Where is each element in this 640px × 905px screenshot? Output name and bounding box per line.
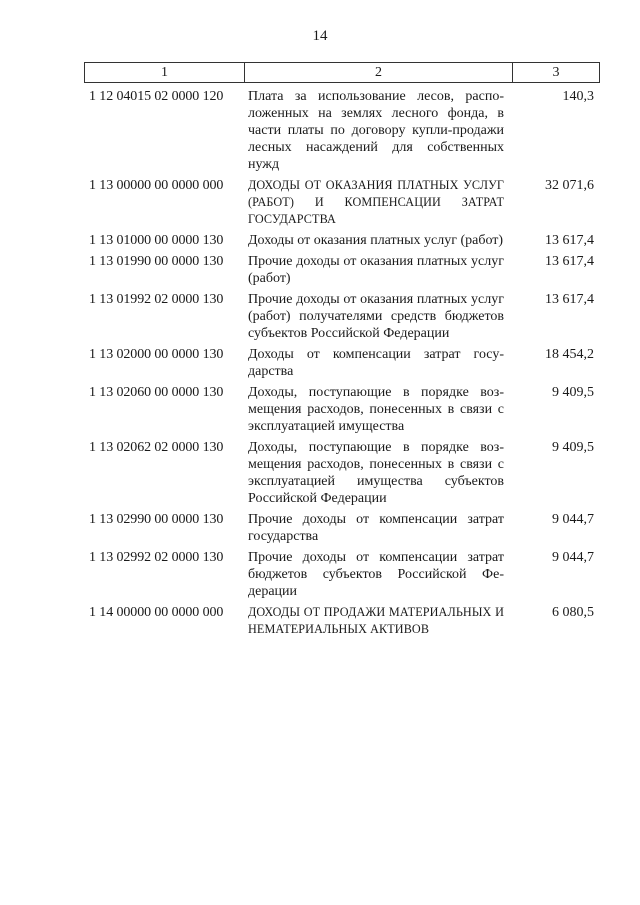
- table-row: [84, 291, 600, 342]
- row-code: 1 13 02060 00 0000 130: [89, 385, 224, 400]
- row-code: 1 13 01992 02 0000 130: [89, 292, 224, 307]
- row-value: 9 409,5: [552, 385, 594, 400]
- row-value: 13 617,4: [545, 254, 594, 269]
- row-description: Доходы от оказания платных услуг (работ): [248, 233, 504, 248]
- table-row: [84, 88, 600, 173]
- row-value: 6 080,5: [552, 605, 594, 620]
- row-description: Доходы, поступающие в порядке возмещения расходов, понесенных в связи с эксплуатацией имущества: [248, 385, 504, 434]
- row-code: 1 13 02990 00 0000 130: [89, 512, 224, 527]
- table-row: [84, 511, 600, 545]
- table-row: [84, 549, 600, 600]
- row-value: 32 071,6: [545, 178, 594, 193]
- row-description: Плата за использование лесов, расположенных на землях лесного фонда, в части платы по договору купли-продажи лесных насаждений для собственных нужд: [248, 89, 504, 172]
- row-description: Доходы, поступающие в порядке возмещения расходов, понесенных в связи с эксплуатацией имущества субъектов Российской Федерации: [248, 440, 504, 506]
- row-value: 140,3: [562, 89, 594, 104]
- table-row: [84, 177, 600, 228]
- column-header-value: 3: [552, 64, 560, 80]
- page-number: 14: [312, 28, 328, 44]
- row-code: 1 14 00000 00 0000 000: [89, 605, 224, 620]
- row-description: Прочие доходы от оказания платных услуг (работ) получателями средств бюджетов субъектов Российской Федерации: [248, 292, 504, 341]
- row-value: 9 409,5: [552, 440, 594, 455]
- row-code: 1 13 02000 00 0000 130: [89, 347, 224, 362]
- table-body: [84, 88, 600, 642]
- row-code: 1 13 02062 02 0000 130: [89, 440, 224, 455]
- row-description: Прочие доходы от оказания платных услуг (работ): [248, 254, 504, 286]
- row-value: 13 617,4: [545, 233, 594, 248]
- row-value: 13 617,4: [545, 292, 594, 307]
- table-row: [84, 232, 600, 249]
- column-header-code: 1: [85, 63, 245, 82]
- row-description: Прочие доходы от компенсации затрат государства: [248, 512, 504, 544]
- row-value: 9 044,7: [552, 512, 594, 527]
- table-row: [84, 439, 600, 507]
- row-code: 1 12 04015 02 0000 120: [89, 89, 224, 104]
- table-row: [84, 604, 600, 638]
- table-row: [84, 253, 600, 287]
- column-header-description: 2: [245, 63, 513, 82]
- row-description: ДОХОДЫ ОТ ПРОДАЖИ МАТЕРИАЛЬНЫХ И НЕМАТЕРИАЛЬНЫХ АКТИВОВ: [248, 605, 504, 636]
- row-description: ДОХОДЫ ОТ ОКАЗАНИЯ ПЛАТНЫХ УСЛУГ (РАБОТ) И КОМПЕНСАЦИИ ЗАТРАТ ГОСУДАРСТВА: [248, 178, 504, 226]
- table-row: [84, 384, 600, 435]
- row-description: Доходы от компенсации затрат государства: [248, 347, 504, 379]
- table-header-row: [84, 62, 600, 83]
- table-row: [84, 346, 600, 380]
- row-code: 1 13 01990 00 0000 130: [89, 254, 224, 269]
- row-code: 1 13 02992 02 0000 130: [89, 550, 224, 565]
- row-description: Прочие доходы от компенсации затрат бюджетов субъектов Российской Федерации: [248, 550, 504, 599]
- row-code: 1 13 01000 00 0000 130: [89, 233, 224, 248]
- row-value: 9 044,7: [552, 550, 594, 565]
- row-code: 1 13 00000 00 0000 000: [89, 178, 224, 193]
- row-value: 18 454,2: [545, 347, 594, 362]
